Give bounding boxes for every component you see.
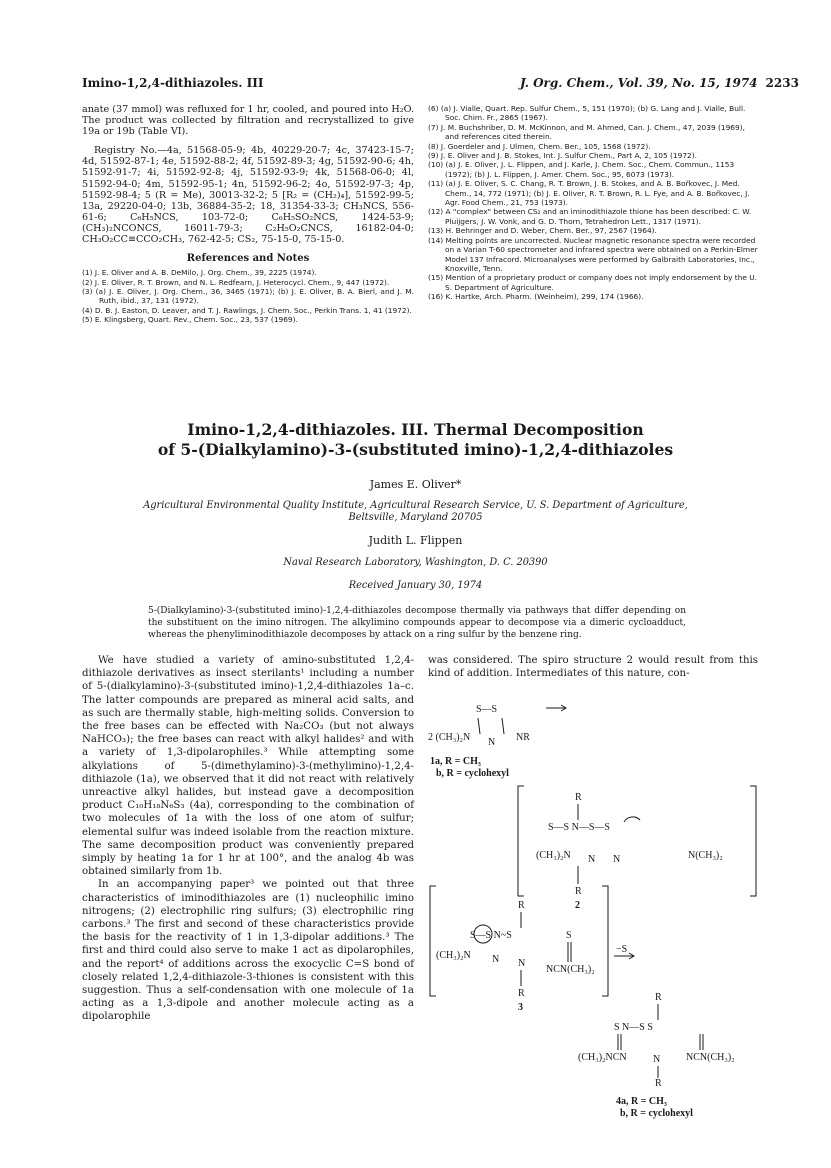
reference-item: (11) (a) J. E. Oliver, S. C. Chang, R. T. Brown, J. B. Stokes, and A. B. Bořkovec, J. Med. Chem., 14, 772 (1971); (b) J. E. Oliver, R. T. Brown, R. L. Fye, and A. B. Bořkovec, J. Agr. Food Chem., 21, 753 (1973). (428, 179, 750, 208)
compound-3-thione-s: S (566, 930, 572, 941)
references-heading: References and Notes (186, 253, 310, 265)
compound-3-left-group: (CH₃)₂N (436, 950, 471, 961)
body-right-column-intro: was considered. The spiro structure 2 would result from this kind of addition. Intermediates of this nature, con- (428, 655, 758, 680)
compound-2-top-r: R (575, 792, 582, 803)
electron-arrow (624, 817, 640, 822)
reference-item: (3) (a) J. E. Oliver, J. Org. Chem., 36, 3465 (1971); (b) J. E. Oliver, B. A. Bierl, and J. M. Ruth, ibid., 37, 131 (1972). (82, 287, 414, 306)
affiliation-1-line-1: Agricultural Environmental Quality Institute, Agricultural Research Service, U. S. Department of Agriculture, (143, 500, 688, 511)
reference-item: (16) K. Hartke, Arch. Pharm. (Weinheim), 299, 174 (1966). (428, 292, 644, 302)
reference-item: (9) J. E. Oliver and J. B. Stokes, Int. J. Sulfur Chem., Part A, 2, 105 (1972). (428, 151, 697, 161)
compound-4-bottom-r: R (655, 1078, 662, 1089)
reference-item: (2) J. E. Oliver, R. T. Brown, and N. L. Redfearn, J. Heterocycl. Chem., 9, 447 (1972). (82, 277, 390, 287)
body-paragraph: In an accompanying paper³ we pointed out that three characteristics of iminodithiazoles are (1) nucleophilic imino nitrogens; (2) electrophilic ring sulfurs; (3) electrophilic ring carbons.³ The first and second of these characteristics provide the basis for the reactivity of 1 in 1,3-dipolar additions.³ The first and third could also serve to make 1 act as dipolarophiles, and the report⁴ of additions across the exocyclic C=S bond of closely related 1,2,4-dithiazole-3-thiones is consistent with this suggestion. Thus a self-condensation with one molecule of 1a acting as a 1,3-dipole and another molecule acting as a dipolarophile (82, 879, 414, 1023)
compound-4-n: N (653, 1054, 661, 1065)
reference-item: (5) E. Klingsberg, Quart. Rev., Chem. Soc., 23, 537 (1969). (82, 315, 298, 325)
bracket-left (518, 786, 524, 896)
compound-3-top-r: R (518, 900, 525, 911)
running-head-right (520, 76, 799, 90)
reference-item: (12) A "complex" between CS₂ and an iminodithiazole thione has been described: C. W. Pluijgers, J. W. Vonk, and G. D. Thorn, Tetrahedron Lett., 1317 (1971). (428, 207, 752, 226)
bracket-right (750, 786, 756, 896)
compound-1-imino: NR (516, 732, 530, 743)
compound-4-right-group: NCN(CH₃)₂ (686, 1052, 735, 1063)
reaction-scheme (428, 690, 768, 1140)
compound-2-ring-atoms: S—S N—S—S (548, 822, 610, 833)
compound-1-ring-n: N (488, 737, 496, 748)
registry-numbers: Registry No.—4a, 51568-05-9; 4b, 40229-20-7; 4c, 37423-15-7; 4d, 51592-87-1; 4e, 51592-88-2; 4f, 51592-89-3; 4g, 51592-90-6; 4h, 51592-91-7; 4i, 51592-92-8; 4j, 51592-93-9; 4k, 51568-06-0; 4l, 51592-94-0; 4m, 51592-95-1; 4n, 51592-96-2; 4o, 51592-97-3; 4p, 51592-98-4; 5 (R = Me), 30013-32-2; 5 [R₂ = (CH₂)₄], 51592-99-5; 13a, 29220-04-0; 13b, 36884-35-2; 18, 31354-33-3; CH₃NCS, 556-61-6; C₆H₅NCS, 103-72-0; C₆H₅SO₂NCS, 1424-53-9; (CH₃)₂NCONCS, 16011-79-3; C₂H₅O₂CNCS, 16182-04-0; CH₃O₂CC≡CCO₂CH₃, 762-42-5; CS₂, 75-15-0, 75-15-0. (82, 145, 414, 246)
reference-item: (6) (a) J. Vialle, Quart. Rep. Sulfur Chem., 5, 151 (1970); (b) G. Lang and J. Vialle, Bull. Soc. Chim. Fr., 2865 (1967). (428, 104, 746, 123)
loss-of-sulfur: −S (616, 944, 628, 955)
abstract: 5-(Dialkylamino)-3-(substituted imino)-1,2,4-dithiazoles decompose thermally via pathways that differ depending on the substituent on the imino nitrogen. The alkylimino compounds appear to decompose via a dimeric cycloadduct, whereas the phenyliminodithiazole decomposes by attack on a ring sulfur by the benzene ring. (148, 606, 686, 640)
experimental-tail: anate (37 mmol) was refluxed for 1 hr, cooled, and poured into H₂O. The product was collected by filtration and recrystallized to give 19a or 19b (Table VI). (82, 104, 414, 138)
compound-1b-label: b, R = cyclohexyl (436, 768, 509, 779)
compound-4-top-atoms: S N—S S (614, 1022, 653, 1033)
compound-4-left-group: (CH₃)₂NCN (578, 1052, 627, 1063)
compound-2-left-group: (CH₃)₂N (536, 850, 571, 861)
affiliation-1-line-2: Beltsville, Maryland 20705 (348, 512, 483, 523)
journal-citation: J. Org. Chem., Vol. 39, No. 15, 1974 (520, 76, 758, 90)
references-list-left (82, 268, 414, 324)
compound-2-label: 2 (575, 900, 580, 911)
reference-item: (7) J. M. Buchshriber, D. M. McKinnon, and M. Ahmed, Can. J. Chem., 47, 2039 (1969), and references cited therein. (428, 122, 745, 142)
body-left-column (82, 654, 414, 1024)
references-list-right (428, 104, 758, 302)
received-date: Received January 30, 1974 (348, 580, 483, 591)
compound-2-n1: N (588, 854, 596, 865)
compound-1a-label: 1a, R = CH₃ (430, 756, 481, 767)
scheme-s-s: S—S (476, 704, 498, 715)
compound-4a-label: 4a, R = CH₃ (616, 1096, 667, 1107)
compound-2-n2: N (613, 854, 621, 865)
compound-4b-label: b, R = cyclohexyl (620, 1108, 693, 1119)
compound-1-left-group: 2 (CH₃)₂N (428, 732, 471, 743)
reference-item: (8) J. Goerdeler and J. Ulmen, Chem. Ber., 105, 1568 (1972). (428, 141, 651, 151)
article-title-line-1: Imino-1,2,4-dithiazoles. III. Thermal Decomposition (187, 420, 644, 439)
reference-item: (10) (a) J. E. Oliver, J. L. Flippen, and J. Karle, J. Chem. Soc., Chem. Commun., 1153 (1972); (b) J. L. Flippen, J. Amer. Chem. Soc., 95, 6073 (1973). (428, 160, 735, 179)
reference-item: (1) J. E. Oliver and A. B. DeMilo, J. Org. Chem., 39, 2225 (1974). (82, 268, 317, 278)
author-1: James E. Oliver* (369, 478, 462, 491)
running-head-left: Imino-1,2,4-dithiazoles. III (82, 76, 264, 90)
article-title-line-2: of 5-(Dialkylamino)-3-(substituted imino)-1,2,4-dithiazoles (157, 440, 674, 459)
reference-item: (13) H. Behringer and D. Weber, Chem. Ber., 97, 2567 (1964). (428, 226, 657, 236)
reference-item: (4) D. B. J. Easton, D. Leaver, and T. J. Rawlings, J. Chem. Soc., Perkin Trans. 1, 41 (1972). (82, 305, 412, 315)
page-number: 2233 (765, 76, 799, 90)
compound-3-bottom-r: R (518, 988, 525, 999)
compound-3-right-group: NCN(CH₃)₂ (546, 964, 595, 975)
compound-4-top-r: R (655, 992, 662, 1003)
compound-2-bottom-r: R (575, 886, 582, 897)
top-left-column (82, 104, 414, 325)
affiliation-2: Naval Research Laboratory, Washington, D. C. 20390 (283, 557, 548, 568)
author-2: Judith L. Flippen (368, 534, 463, 547)
reference-item: (14) Melting points are uncorrected. Nuclear magnetic resonance spectra were recorded on a Varian T-60 spectrometer and infrared spectra were obtained on a Perkin-Elmer Model 137 Infracord. Microanalyses were performed by Galbraith Laboratories, Inc., Knoxville, Tenn. (428, 235, 758, 273)
bracket-left (430, 886, 436, 996)
compound-3-n1: N (492, 954, 500, 965)
body-paragraph: We have studied a variety of amino-substituted 1,2,4-dithiazole derivatives as insect sterilants¹ including a number of 5-(dialkylamino)-3-(substituted imino)-1,2,4-dithiazoles 1a–c. The latter compounds are prepared as mineral acid salts, and as such are thermally stable, high-melting solids. Conversion to the free bases can be effected with Na₂CO₃ (but not always NaHCO₃); the free bases can react with alkyl halides² and with a variety of 1,3-dipolarophiles.³ While attempting some alkylations of 5-(dimethylamino)-3-(methylimino)-1,2,4-dithiazole (1a), we observed that it did not react with relatively unreactive alkyl halides, but instead gave a decomposition product C₁₀H₁₈N₆S₃ (4a), corresponding to the combination of two molecules of 1a with the loss of one atom of sulfur; elemental sulfur was indeed isolable from the reaction mixture. The same decomposition product was conveniently prepared simply by heating 1a for 1 hr at 100°, and the analog 4b was obtained similarly from 1b. (82, 655, 414, 878)
compound-3-ring-atoms: S—S N~S (470, 930, 512, 941)
reference-item: (15) Mention of a proprietary product or company does not imply endorsement by the U. S. Department of Agriculture. (428, 273, 758, 292)
compound-3-n2: N (518, 958, 526, 969)
compound-3-label: 3 (518, 1002, 523, 1013)
bond (478, 718, 480, 734)
compound-2-right-group: N(CH₃)₂ (688, 850, 723, 861)
bracket-right (602, 886, 608, 996)
bond (502, 718, 504, 734)
